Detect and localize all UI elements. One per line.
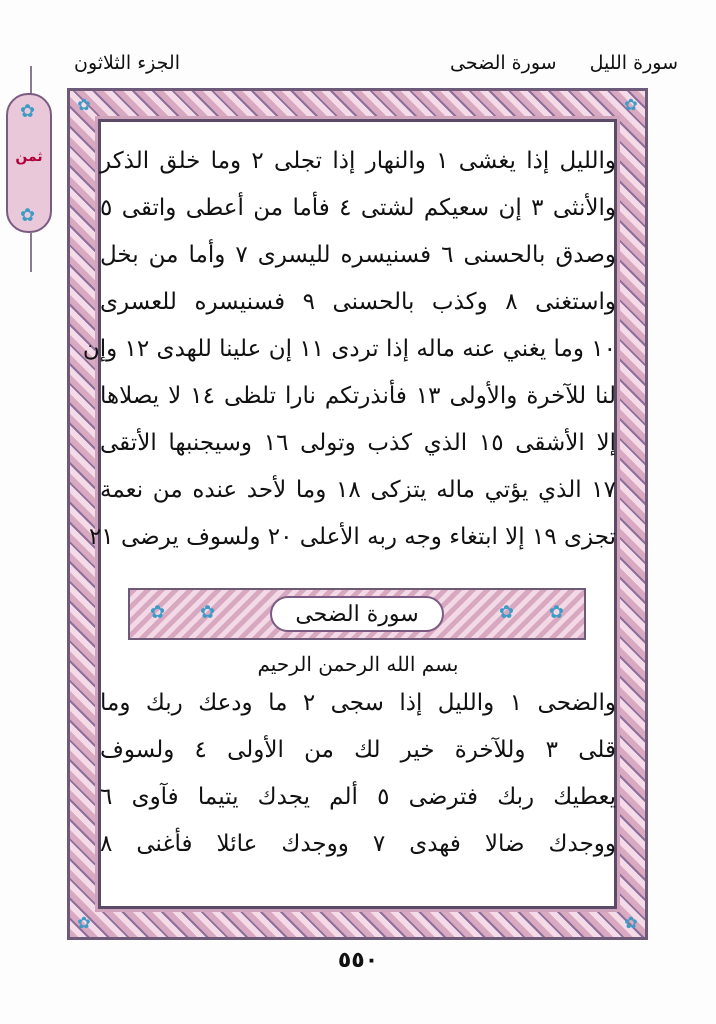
flower-icon: ✿	[624, 913, 638, 932]
text-line: تجزى ١٩ إلا ابتغاء وجه ربه الأعلى ٢٠ ولسوف يرضى ٢١	[88, 524, 616, 550]
text-line: والليل إذا يغشى ١ والنهار إذا تجلى ٢ وما خلق الذكر	[100, 148, 616, 174]
text-line: ووجدك ضالا فهدى ٧ ووجدك عائلا فأغنى ٨	[100, 831, 616, 857]
flower-icon: ✿	[20, 101, 36, 122]
flower-icon: ✿	[150, 602, 166, 623]
marker-stem-bottom	[30, 232, 32, 272]
current-surah-name: سورة الضحى	[450, 52, 557, 74]
text-line: قلى ٣ وللآخرة خير لك من الأولى ٤ ولسوف	[100, 737, 616, 763]
flower-icon: ✿	[77, 913, 91, 932]
marker-stem-top	[30, 66, 32, 94]
surah-title-banner	[128, 588, 586, 640]
juz-name: الجزء الثلاثون	[74, 52, 180, 74]
text-line: ١٧ الذي يؤتي ماله يتزكى ١٨ وما لأحد عنده من نعمة	[100, 477, 616, 503]
bismillah: بسم الله الرحمن الرحيم	[257, 652, 459, 676]
text-line: والضحى ١ والليل إذا سجى ٢ ما ودعك ربك وما	[100, 690, 616, 716]
text-line: ١٠ وما يغني عنه ماله إذا تردى ١١ إن علينا للهدى ١٢ وإن	[82, 336, 616, 362]
flower-icon: ✿	[20, 205, 36, 226]
surah-title: سورة الضحى	[270, 596, 444, 632]
text-line: والأنثى ٣ إن سعيكم لشتى ٤ فأما من أعطى واتقى ٥	[100, 195, 616, 221]
text-line: إلا الأشقى ١٥ الذي كذب وتولى ١٦ وسيجنبها الأتقى	[100, 430, 616, 456]
hizb-eighth-label: ثمن	[15, 149, 43, 165]
page-number: ٥٥٠	[337, 948, 379, 973]
text-line: وصدق بالحسنى ٦ فسنيسره لليسرى ٧ وأما من بخل	[100, 242, 616, 268]
flower-icon: ✿	[624, 95, 638, 114]
flower-icon: ✿	[548, 602, 564, 623]
flower-icon: ✿	[77, 95, 91, 114]
previous-surah-name: سورة الليل	[589, 52, 678, 74]
page-text	[82, 140, 617, 920]
text-line: يعطيك ربك فترضى ٥ ألم يجدك يتيما فآوى ٦	[100, 784, 616, 810]
flower-icon: ✿	[200, 602, 216, 623]
text-line: لنا للآخرة والأولى ١٣ فأنذرتكم نارا تلظى ١٤ لا يصلاها	[100, 383, 616, 409]
text-line: واستغنى ٨ وكذب بالحسنى ٩ فسنيسره للعسرى	[100, 289, 617, 315]
flower-icon: ✿	[498, 602, 514, 623]
hizb-eighth-marker	[6, 93, 52, 233]
